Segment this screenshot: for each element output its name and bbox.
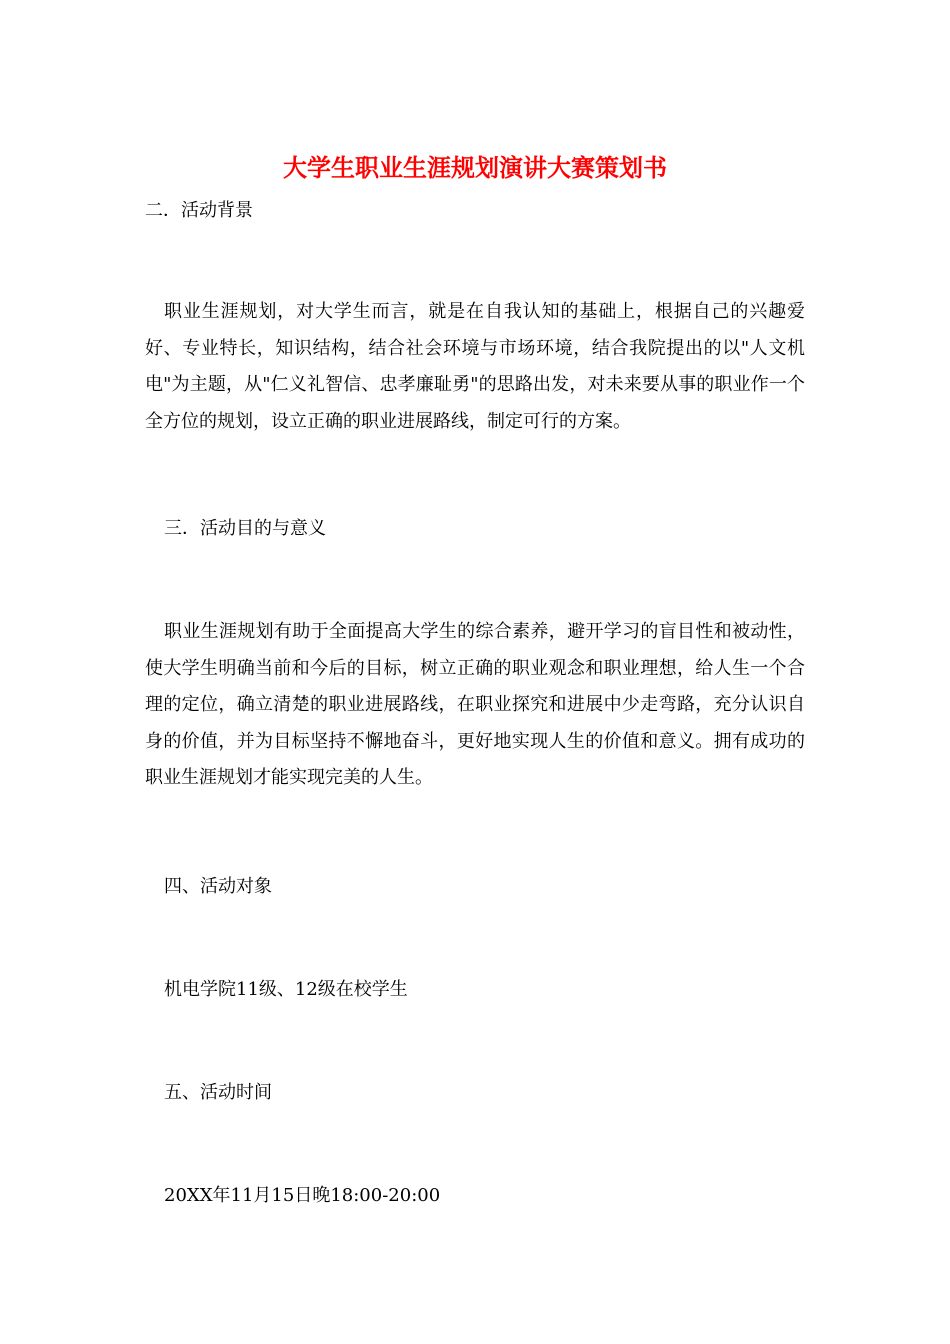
section-body-audience: 机电学院11级、12级在校学生 — [164, 979, 408, 1000]
section-heading-time: 五、活动时间 — [164, 1082, 272, 1103]
section-heading-background: 二．活动背景 — [145, 200, 253, 221]
document-title: 大学生职业生涯规划演讲大赛策划书 — [283, 153, 667, 182]
section-body-background: 职业生涯规划，对大学生而言，就是在自我认知的基础上，根据自己的兴趣爱好、专业特长，知识结构，结合社会环境与市场环境，结合我院提出的以"人文机电"为主题，从"仁义礼智信、忠孝廉耻勇"的思路出发，对未来要从事的职业作一个全方位的规划，设立正确的职业进展路线，制定可行的方案。 — [145, 301, 805, 432]
section-heading-purpose: 三．活动目的与意义 — [164, 518, 326, 539]
section-body-purpose: 职业生涯规划有助于全面提高大学生的综合素养，避开学习的盲目性和被动性，使大学生明确当前和今后的目标，树立正确的职业观念和职业理想，给人生一个合理的定位，确立清楚的职业进展路线，在职业探究和进展中少走弯路，充分认识自身的价值，并为目标坚持不懈地奋斗，更好地实现人生的价值和意义。拥有成功的职业生涯规划才能实现完美的人生。 — [145, 621, 805, 789]
section-body-time: 20XX年11月15日晚18:00-20:00 — [164, 1185, 441, 1206]
section-heading-audience: 四、活动对象 — [164, 876, 272, 897]
